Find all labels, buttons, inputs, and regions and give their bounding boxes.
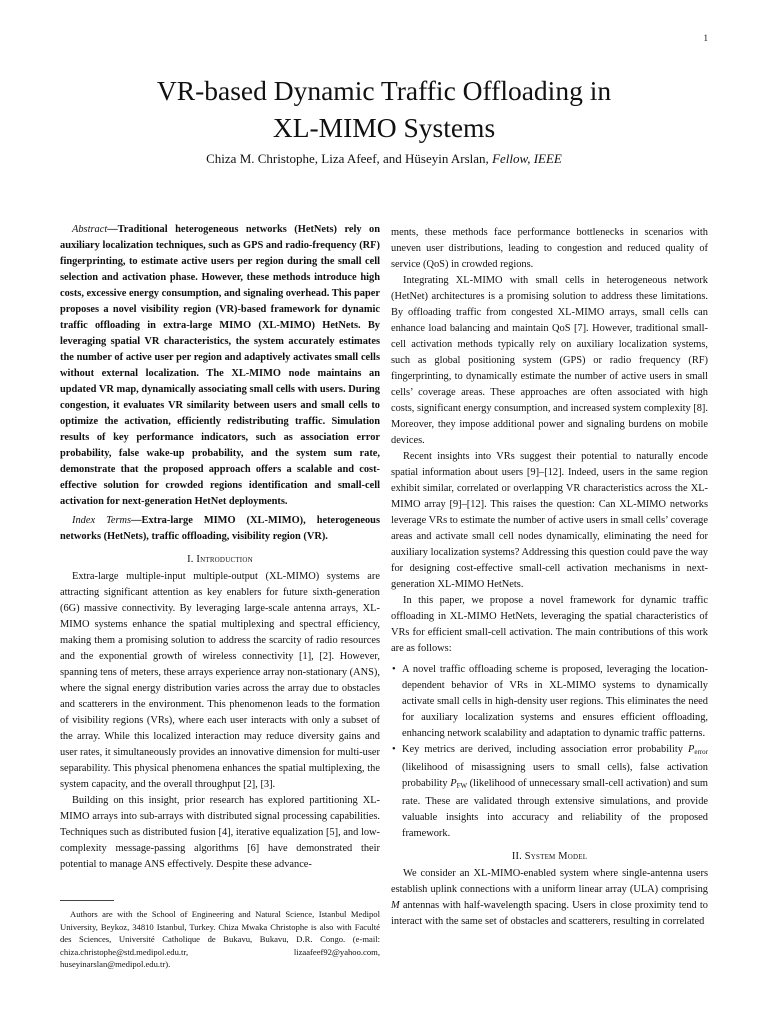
index-terms-label: Index Terms <box>72 515 132 526</box>
index-terms <box>60 513 380 545</box>
section-1-title: Introduction <box>196 554 253 565</box>
math-m: M <box>391 900 400 911</box>
author-names: Chiza M. Christophe, Liza Afeef, and Hüseyin Arslan, <box>206 151 489 166</box>
section-2-title: System Model <box>524 851 588 862</box>
right-column <box>391 225 708 930</box>
intro-paragraph-4: Integrating XL-MIMO with small cells in heterogeneous network (HetNet) architectures is a promising solution to address these limitations. By offloading traffic from congested XL-MIMO arrays, small cells can enhance load balancing and maintain QoS [7]. However, traditional small-cell activation methods typically rely on auxiliary localization systems, such as global positioning system (GPS) or radio frequency (RF) fingerprinting, to dynamically estimate the number of active users in small cells’ coverage areas. These approaches are often associated with high costs, significant energy consumption, and increased system complexity [8]. Moreover, they impose additional power and signaling burdens on mobile devices. <box>391 275 708 446</box>
math-p-fw: $P_{FW}$ <box>450 778 468 790</box>
intro-paragraph-1: Extra-large multiple-input multiple-output (XL-MIMO) systems are attracting significant attention as key enablers for future sixth-generation (6G) massive connectivity. By leveraging large-scale antenna arrays, XL-MIMO systems enhance the spatial multiplexing and spectral efficiency, making them a promising solution to address the scarcity of radio resources and the exponential growth of wireless connectivity [1], [2]. However, spanning tens of meters, these arrays experience array non-stationary (ANS), where the signal energy distribution varies across the array due to obstacles and scatterers in the environment. This phenomenon leads to the formation of visibility regions (VRs), where each user interacts with only a subset of the array. While this localized interaction may reduce diversity gains and user rates, it simultaneously provides an innovative dimension for multi-user separability. This physical phenomena enhances the spatial multiplexing, the system capacity, and the overall throughput [2], [3]. <box>60 571 380 790</box>
system-model-paragraph: We consider an XL-MIMO-enabled system where single-antenna users establish uplink connections with a uniform linear array (ULA) comprising M antennas with half-wavelength spacing. Users in close proximity tend to interact with the same set of obstacles and scatterers, resulting in correlated <box>391 868 708 927</box>
intro-paragraph-3: ments, these methods face performance bottlenecks in scenarios with uneven user distributions, leading to congestion and reduced quality of service (QoS) in crowded regions. <box>391 227 708 270</box>
title-line-1: VR-based Dynamic Traffic Offloading in <box>156 75 612 106</box>
bullet-icon: • <box>392 664 396 675</box>
author-affiliation: Fellow, IEEE <box>492 151 562 166</box>
author-footnote: Authors are with the School of Engineering and Natural Science, Istanbul Medipol University, Beykoz, 34810 Istanbul, Turkey. Chiza Mwaka Christophe is also with Faculté des Sciences, Université Catholique de Bukavu, Bukavu, D.R. Congo. (e-mail: chiza.christophe@std.medipol.edu.tr, lizaafeef92@yahoo.com, huseyinarslan@medipol.edu.tr). <box>60 909 380 969</box>
bullet-icon: • <box>392 744 396 755</box>
intro-paragraph-5: Recent insights into VRs suggest their potential to naturally encode spatial information about users [9]–[12]. Indeed, users in the same region exhibit similar, correlated or overlapping VR characteristics across the XL-MIMO array [9]–[12]. This raises the question: Can XL-MIMO networks leverage VRs to estimate the number of active users in small cells’ coverage areas and activate small cell nodes dynamically, eliminating the need for auxiliary localization systems? Addressing this question could pave the way for designing cost-effective small-cell activation mechanisms in next-generation XL-MIMO HetNets. <box>391 451 708 590</box>
intro-paragraph-2: Building on this insight, prior research has explored partitioning XL-MIMO arrays into sub-arrays with distributed signal processing capabilities. Techniques such as distributed fusion [4], iterative equalization [5], and low-complexity message-passing algorithms [6] have demonstrated their potential to manage ANS effectively. Despite these advance- <box>60 795 380 870</box>
contribution-2-part-b: (likelihood of misassigning users to small cells), false activation probability <box>402 762 708 789</box>
paper-title <box>0 72 768 146</box>
page-number: 1 <box>703 33 708 43</box>
footnote-rule <box>60 900 114 901</box>
abstract-text: —Traditional heterogeneous networks (HetNets) rely on auxiliary localization techniques, such as GPS and radio-frequency (RF) fingerprinting, to estimate active users per region during the small cell selection and activation phase. However, these methods introduce high costs, excessive energy consumption, and signaling overhead. This paper proposes a novel visibility region (VR)-based framework for dynamic traffic offloading in extra-large MIMO (XL-MIMO) HetNets. By leveraging spatial VR characteristics, the system accurately estimates the number of active user per region and adaptively activates small cells without external localization. The XL-MIMO node maintains an updated VR map, dynamically associating small cells with users. During congestion, it evaluates VR similarity between users and small cells to optimize the activation, efficiently redistributing traffic. Simulation results of key performance indicators, such as association error probability, false wake-up probability, and the system sum rate, demonstrate that the proposed approach offers a scalable and cost-effective solution for crowded regions identification and small-cell activation for next-generation HetNet deployments. <box>60 224 380 507</box>
list-item <box>391 662 708 742</box>
author-list <box>0 150 768 168</box>
index-terms-text: —Extra-large MIMO (XL-MIMO), heterogeneous networks (HetNets), traffic offloading, visibility region (VR). <box>60 515 380 542</box>
title-line-2: XL-MIMO Systems <box>272 112 496 143</box>
section-1-number: I. <box>187 554 194 565</box>
section-2-number: II. <box>511 851 522 862</box>
contribution-1: A novel traffic offloading scheme is proposed, leveraging the location-dependent behavior of VRs in XL-MIMO systems to dynamically activate small cells in high-density user regions. This eliminates the need for auxiliary localization systems and ensures efficient offloading, enhancing network scalability and adaptation to dynamic traffic patterns. <box>402 664 708 739</box>
contributions-list <box>391 662 708 842</box>
left-column <box>60 222 380 873</box>
intro-paragraph-6: In this paper, we propose a novel framework for dynamic traffic offloading in XL-MIMO HetNets, leveraging the spatial characteristics of VRs for efficient small-cell activation. The main contributions of this work are as follows: <box>391 595 708 654</box>
section-heading-system-model <box>391 849 708 865</box>
section-heading-introduction <box>60 552 380 568</box>
contribution-2-part-c: (likelihood of unnecessary small-cell activation) and sum rate. These are validated through extensive simulations, and provide valuable insights into accuracy and reliability of the proposed framework. <box>402 778 708 839</box>
abstract <box>60 222 380 510</box>
list-item <box>391 742 708 842</box>
abstract-label: Abstract <box>72 224 108 235</box>
math-p-error: $P_{error}$ <box>688 744 708 756</box>
contribution-2-part-a: Key metrics are derived, including association error probability <box>402 744 689 755</box>
